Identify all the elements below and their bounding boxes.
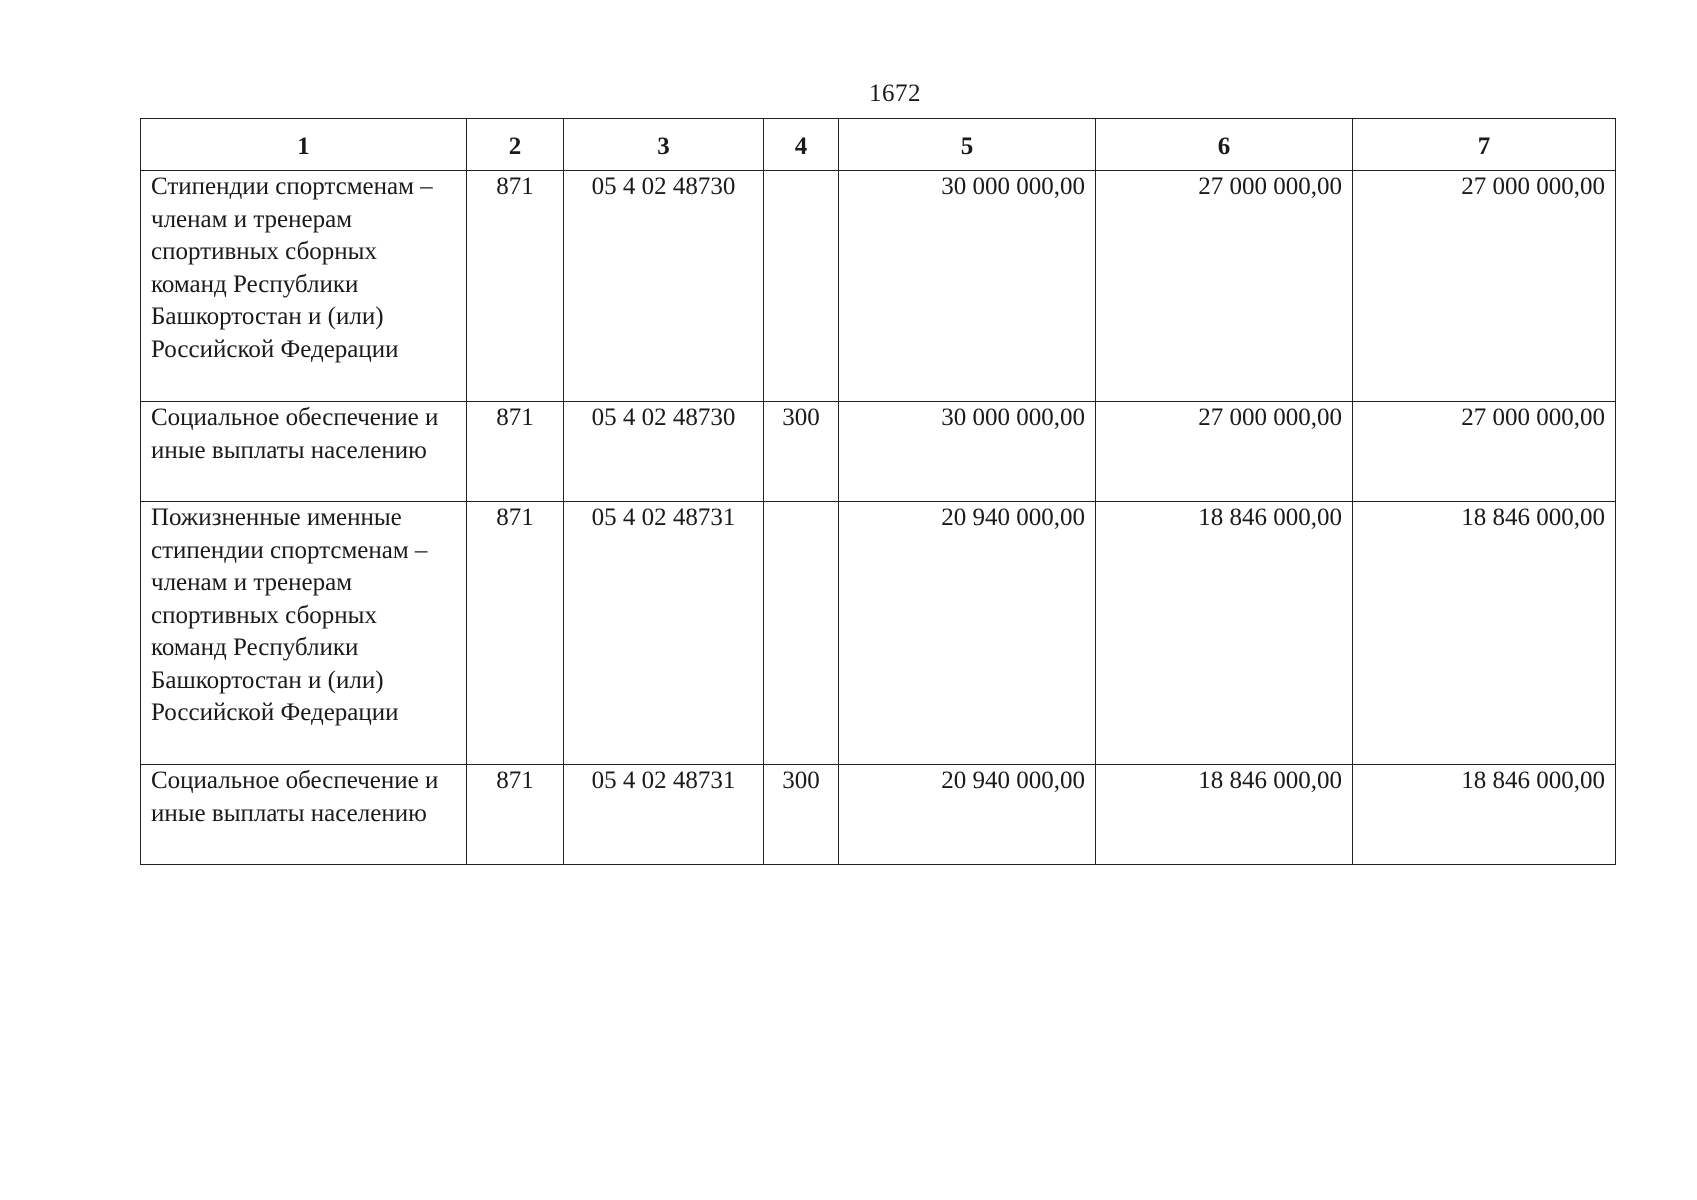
row-name: Социальное обеспечение и иные выплаты населению xyxy=(141,765,467,865)
header-col-6: 6 xyxy=(1096,119,1353,171)
row-amount-5: 30 000 000,00 xyxy=(839,171,1096,402)
header-col-3: 3 xyxy=(564,119,764,171)
page-number: 1672 xyxy=(869,80,921,107)
header-col-1: 1 xyxy=(141,119,467,171)
row-gr: 871 xyxy=(467,502,564,765)
header-col-2: 2 xyxy=(467,119,564,171)
row-amount-6: 27 000 000,00 xyxy=(1096,402,1353,502)
row-vr: 300 xyxy=(764,765,839,865)
row-gr: 871 xyxy=(467,765,564,865)
table-header xyxy=(141,119,1616,171)
row-amount-7: 18 846 000,00 xyxy=(1353,502,1616,765)
table-row xyxy=(141,502,1616,765)
row-amount-7: 18 846 000,00 xyxy=(1353,765,1616,865)
row-amount-6: 27 000 000,00 xyxy=(1096,171,1353,402)
header-col-5: 5 xyxy=(839,119,1096,171)
row-amount-6: 18 846 000,00 xyxy=(1096,502,1353,765)
row-name: Пожизненные именные стипендии спортсменам – членам и тренерам спортивных сборных команд Республики Башкортостан и (или) Российской Федерации xyxy=(141,502,467,765)
row-code: 05 4 02 48730 xyxy=(564,171,764,402)
row-name: Социальное обеспечение и иные выплаты населению xyxy=(141,402,467,502)
row-gr: 871 xyxy=(467,402,564,502)
row-code: 05 4 02 48731 xyxy=(564,765,764,865)
row-amount-7: 27 000 000,00 xyxy=(1353,402,1616,502)
row-gr: 871 xyxy=(467,171,564,402)
row-amount-5: 30 000 000,00 xyxy=(839,402,1096,502)
row-vr: 300 xyxy=(764,402,839,502)
row-vr xyxy=(764,171,839,402)
row-code: 05 4 02 48730 xyxy=(564,402,764,502)
row-amount-5: 20 940 000,00 xyxy=(839,502,1096,765)
row-amount-7: 27 000 000,00 xyxy=(1353,171,1616,402)
header-col-7: 7 xyxy=(1353,119,1616,171)
table-row xyxy=(141,171,1616,402)
row-vr xyxy=(764,502,839,765)
header-col-4: 4 xyxy=(764,119,839,171)
budget-table xyxy=(140,118,1616,865)
row-code: 05 4 02 48731 xyxy=(564,502,764,765)
row-name: Стипендии спортсменам – членам и тренерам спортивных сборных команд Республики Башкортостан и (или) Российской Федерации xyxy=(141,171,467,402)
row-amount-5: 20 940 000,00 xyxy=(839,765,1096,865)
table-row xyxy=(141,765,1616,865)
table-row xyxy=(141,402,1616,502)
row-amount-6: 18 846 000,00 xyxy=(1096,765,1353,865)
header-row xyxy=(141,119,1616,171)
